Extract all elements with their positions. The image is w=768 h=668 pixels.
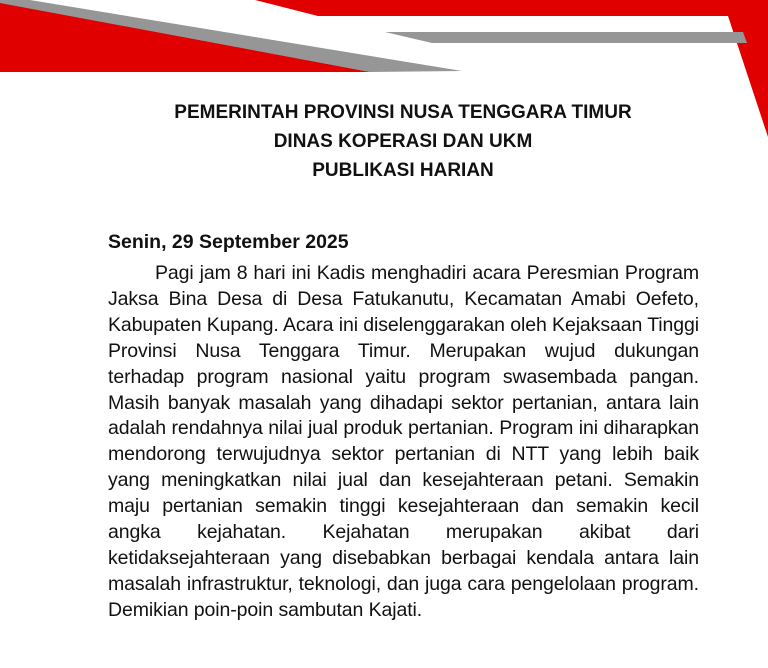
heading-government: PEMERINTAH PROVINSI NUSA TENGGARA TIMUR xyxy=(174,102,632,123)
entry-body: Pagi jam 8 hari ini Kadis menghadiri acara Peresmian Program Jaksa Bina Desa di Desa Fatukanutu, Kecamatan Amabi Oefeto, Kabupaten Kupang. Acara ini diselenggarakan oleh Kejaksaan Tinggi Provinsi Nusa Tenggara Timur. Merupakan wujud dukungan terhadap program nasional yaitu program swasembada pangan. Masih banyak masalah yang dihadapi sektor pertanian, antara lain adalah rendahnya nilai jual produk pertanian. Program ini diharapkan mendorong terwujudnya sektor pertanian di NTT yang lebih baik yang meningkatkan nilai jual dan kesejahteraan petani. Semakin maju pertanian semakin tinggi kesejahteraan dan semakin kecil angka kejahatan. Kejahatan merupakan akibat dari ketidaksejahteraan yang disebabkan berbagai kendala antara lain masalah infrastruktur, teknologi, dan juga cara pengelolaan program. Demikian poin-poin sambutan Kajati. xyxy=(108,262,699,621)
document-heading xyxy=(0,98,768,185)
heading-publication: PUBLIKASI HARIAN xyxy=(312,160,494,181)
gray-bar xyxy=(385,32,747,43)
heading-department: DINAS KOPERASI DAN UKM xyxy=(273,131,533,152)
entry-date: Senin, 29 September 2025 xyxy=(108,231,349,253)
